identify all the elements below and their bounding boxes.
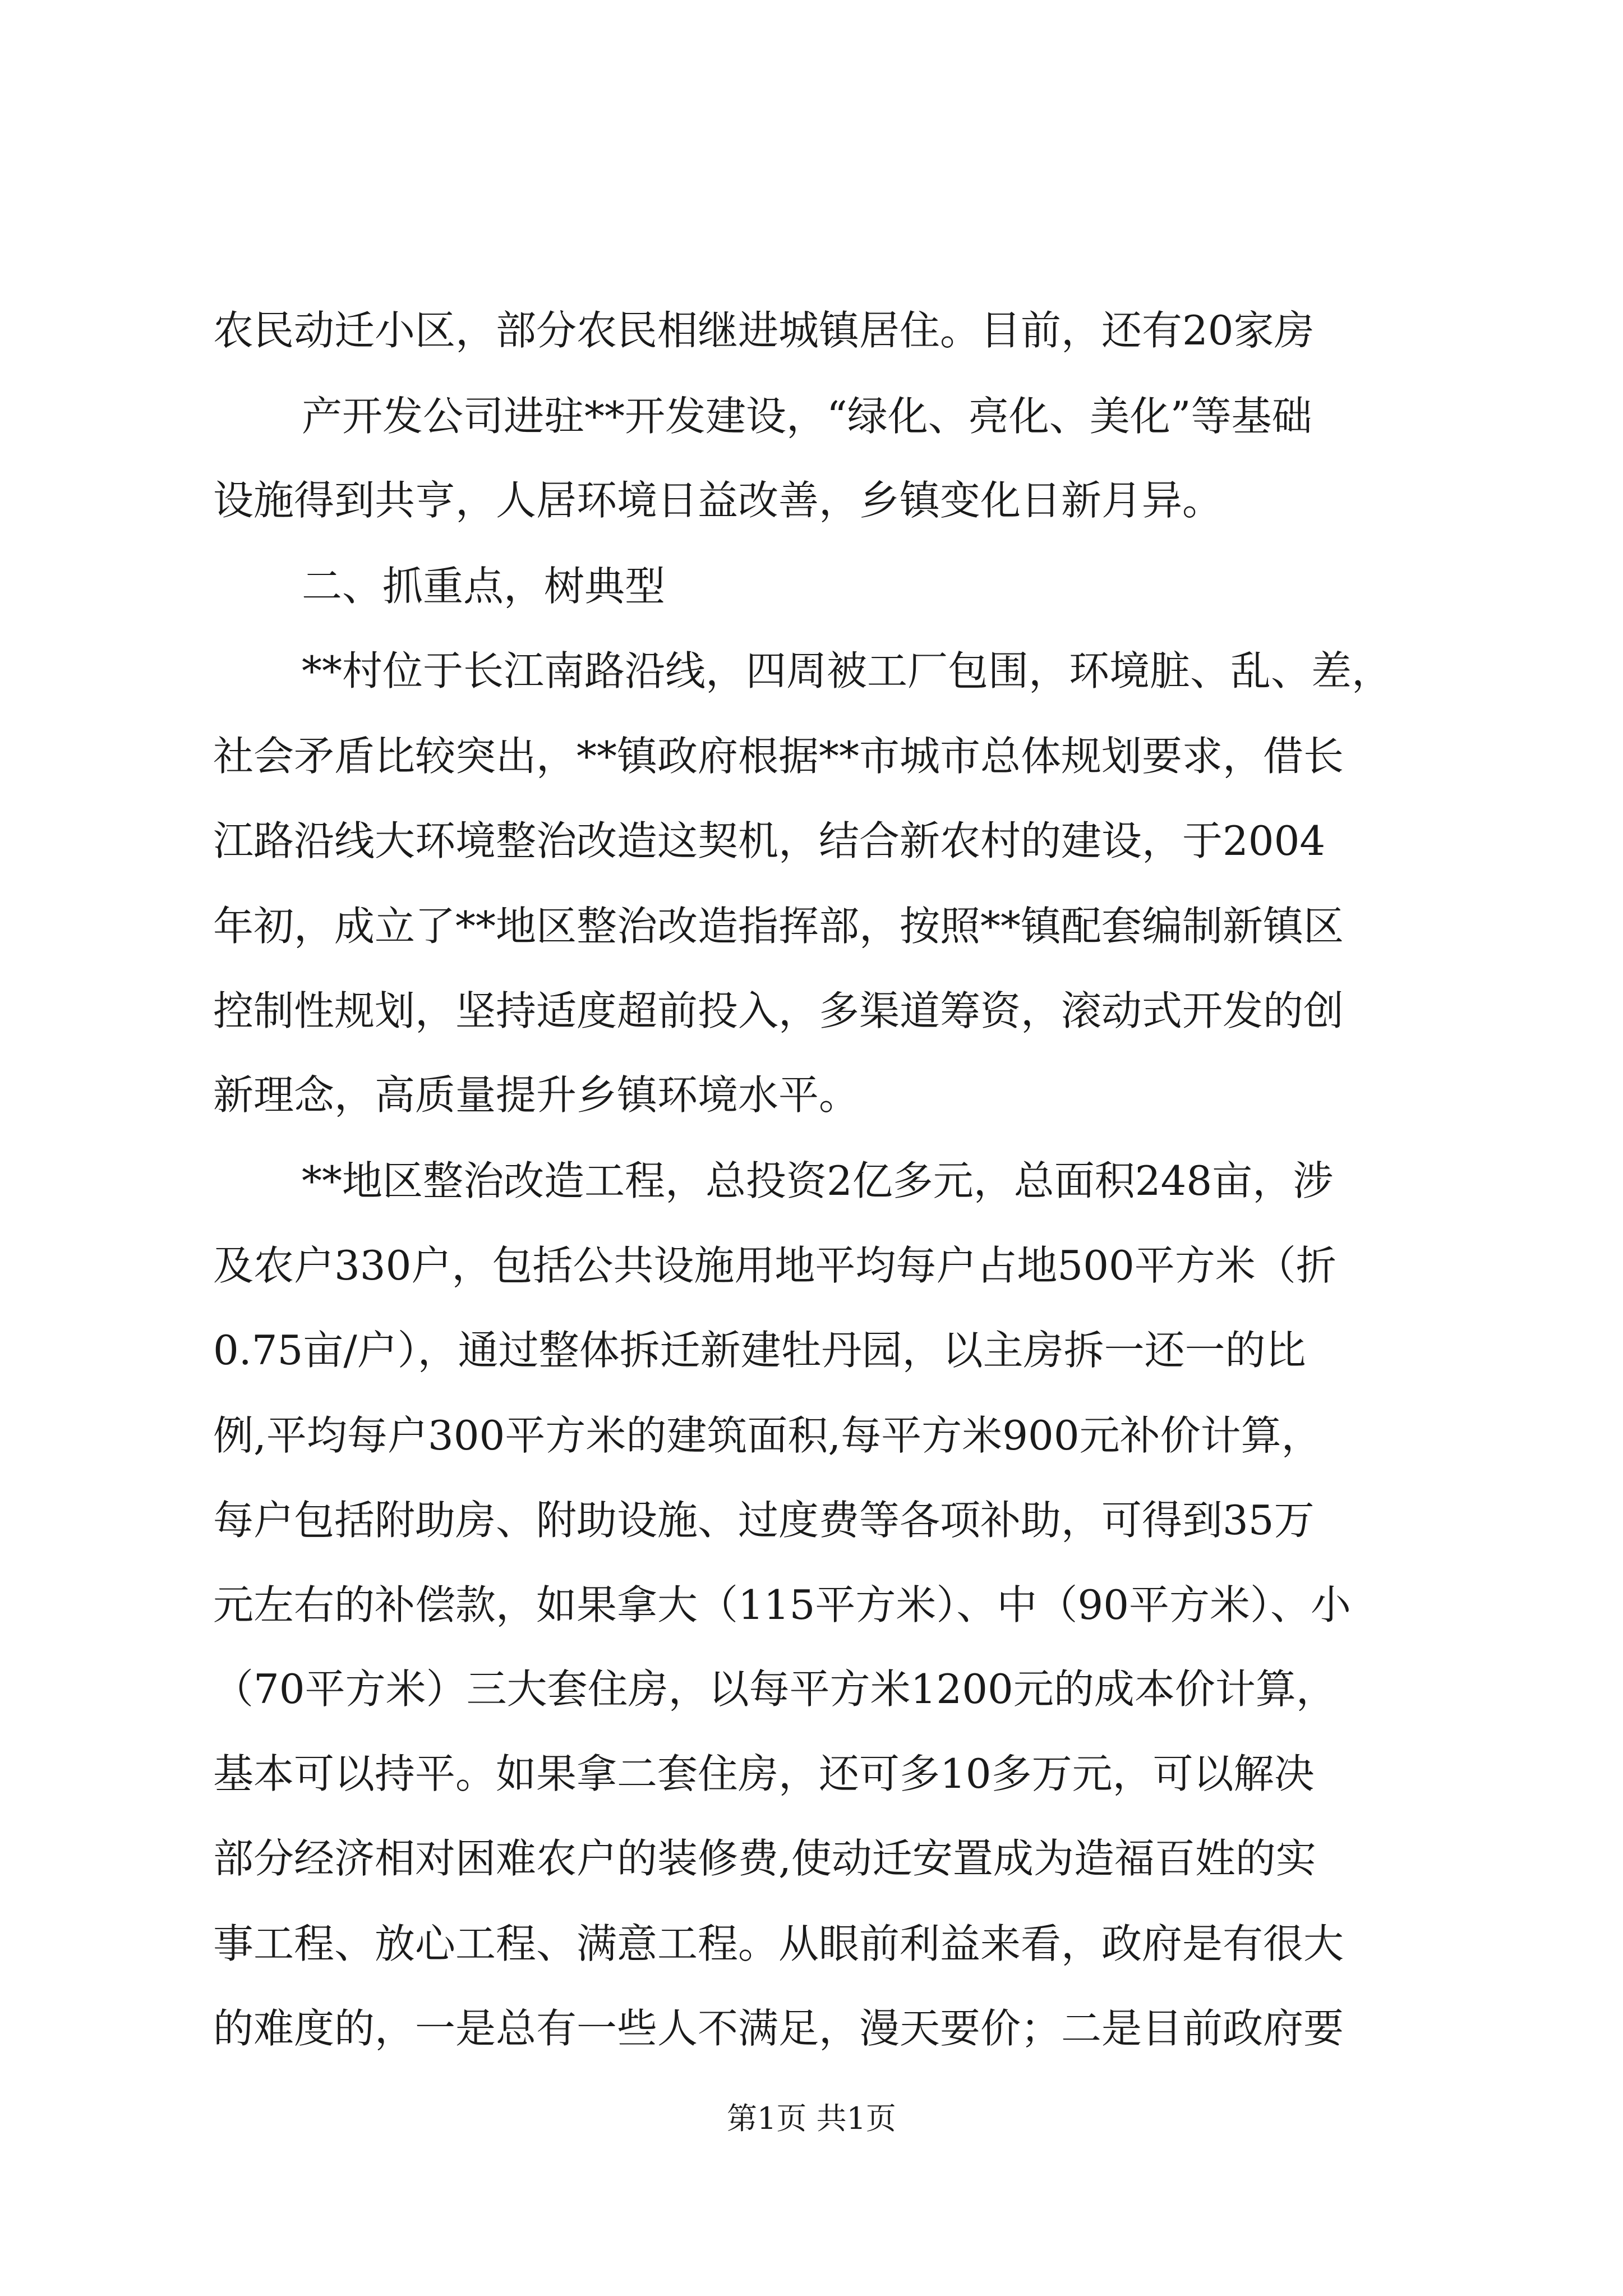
text-line: 例,平均每户300平方米的建筑面积,每平方米900元补价计算， xyxy=(213,1412,1322,1459)
text-line: （70平方米）三大套住房，以每平方米1200元的成本价计算， xyxy=(213,1665,1336,1713)
text-line: 控制性规划，坚持适度超前投入，多渠道筹资，滚动式开发的创 xyxy=(213,987,1344,1034)
text-line: 基本可以持平。如果拿二套住房，还可多10多万元，可以解决 xyxy=(213,1750,1315,1797)
text-line: 新理念，高质量提升乡镇环境水平。 xyxy=(213,1071,860,1119)
text-line: 及农户330户，包括公共设施用地平均每户占地500平方米（折 xyxy=(213,1242,1336,1289)
text-line: 部分经济相对困难农户的装修费,使动迁安置成为造福百姓的实 xyxy=(213,1835,1316,1882)
section-heading: 二、抓重点，树典型 xyxy=(302,563,666,610)
text-line: 事工程、放心工程、满意工程。从眼前利益来看，政府是有很大 xyxy=(213,1920,1344,1967)
text-line: 0.75亩/户），通过整体拆迁新建牡丹园，以主房拆一还一的比 xyxy=(213,1327,1306,1374)
text-line: 每户包括附助房、附助设施、过度费等各项补助，可得到35万 xyxy=(213,1497,1315,1544)
text-line: **村位于长江南路沿线，四周被工厂包围，环境脏、乱、差， xyxy=(302,647,1393,694)
text-line: 江路沿线大环境整治改造这契机，结合新农村的建设，于2004 xyxy=(213,817,1326,864)
text-line: 农民动迁小区，部分农民相继进城镇居住。目前，还有20家房 xyxy=(213,307,1315,354)
text-line: 元左右的补偿款，如果拿大（115平方米）、中（90平方米）、小 xyxy=(213,1581,1352,1628)
page-footer: 第1页 共1页 xyxy=(727,2101,896,2136)
text-line: 年初，成立了**地区整治改造指挥部，按照**镇配套编制新镇区 xyxy=(213,903,1344,950)
text-line: 的难度的，一是总有一些人不满足，漫天要价；二是目前政府要 xyxy=(213,2005,1344,2052)
text-line: **地区整治改造工程，总投资2亿多元，总面积248亩，涉 xyxy=(302,1157,1334,1204)
text-line: 设施得到共亨，人居环境日益改善，乡镇变化日新月异。 xyxy=(213,477,1223,524)
text-line: 产开发公司进驻**开发建设，“绿化、亮化、美化”等基础 xyxy=(302,393,1312,440)
text-line: 社会矛盾比较突出，**镇政府根据**市城市总体规划要求，借长 xyxy=(213,733,1344,780)
